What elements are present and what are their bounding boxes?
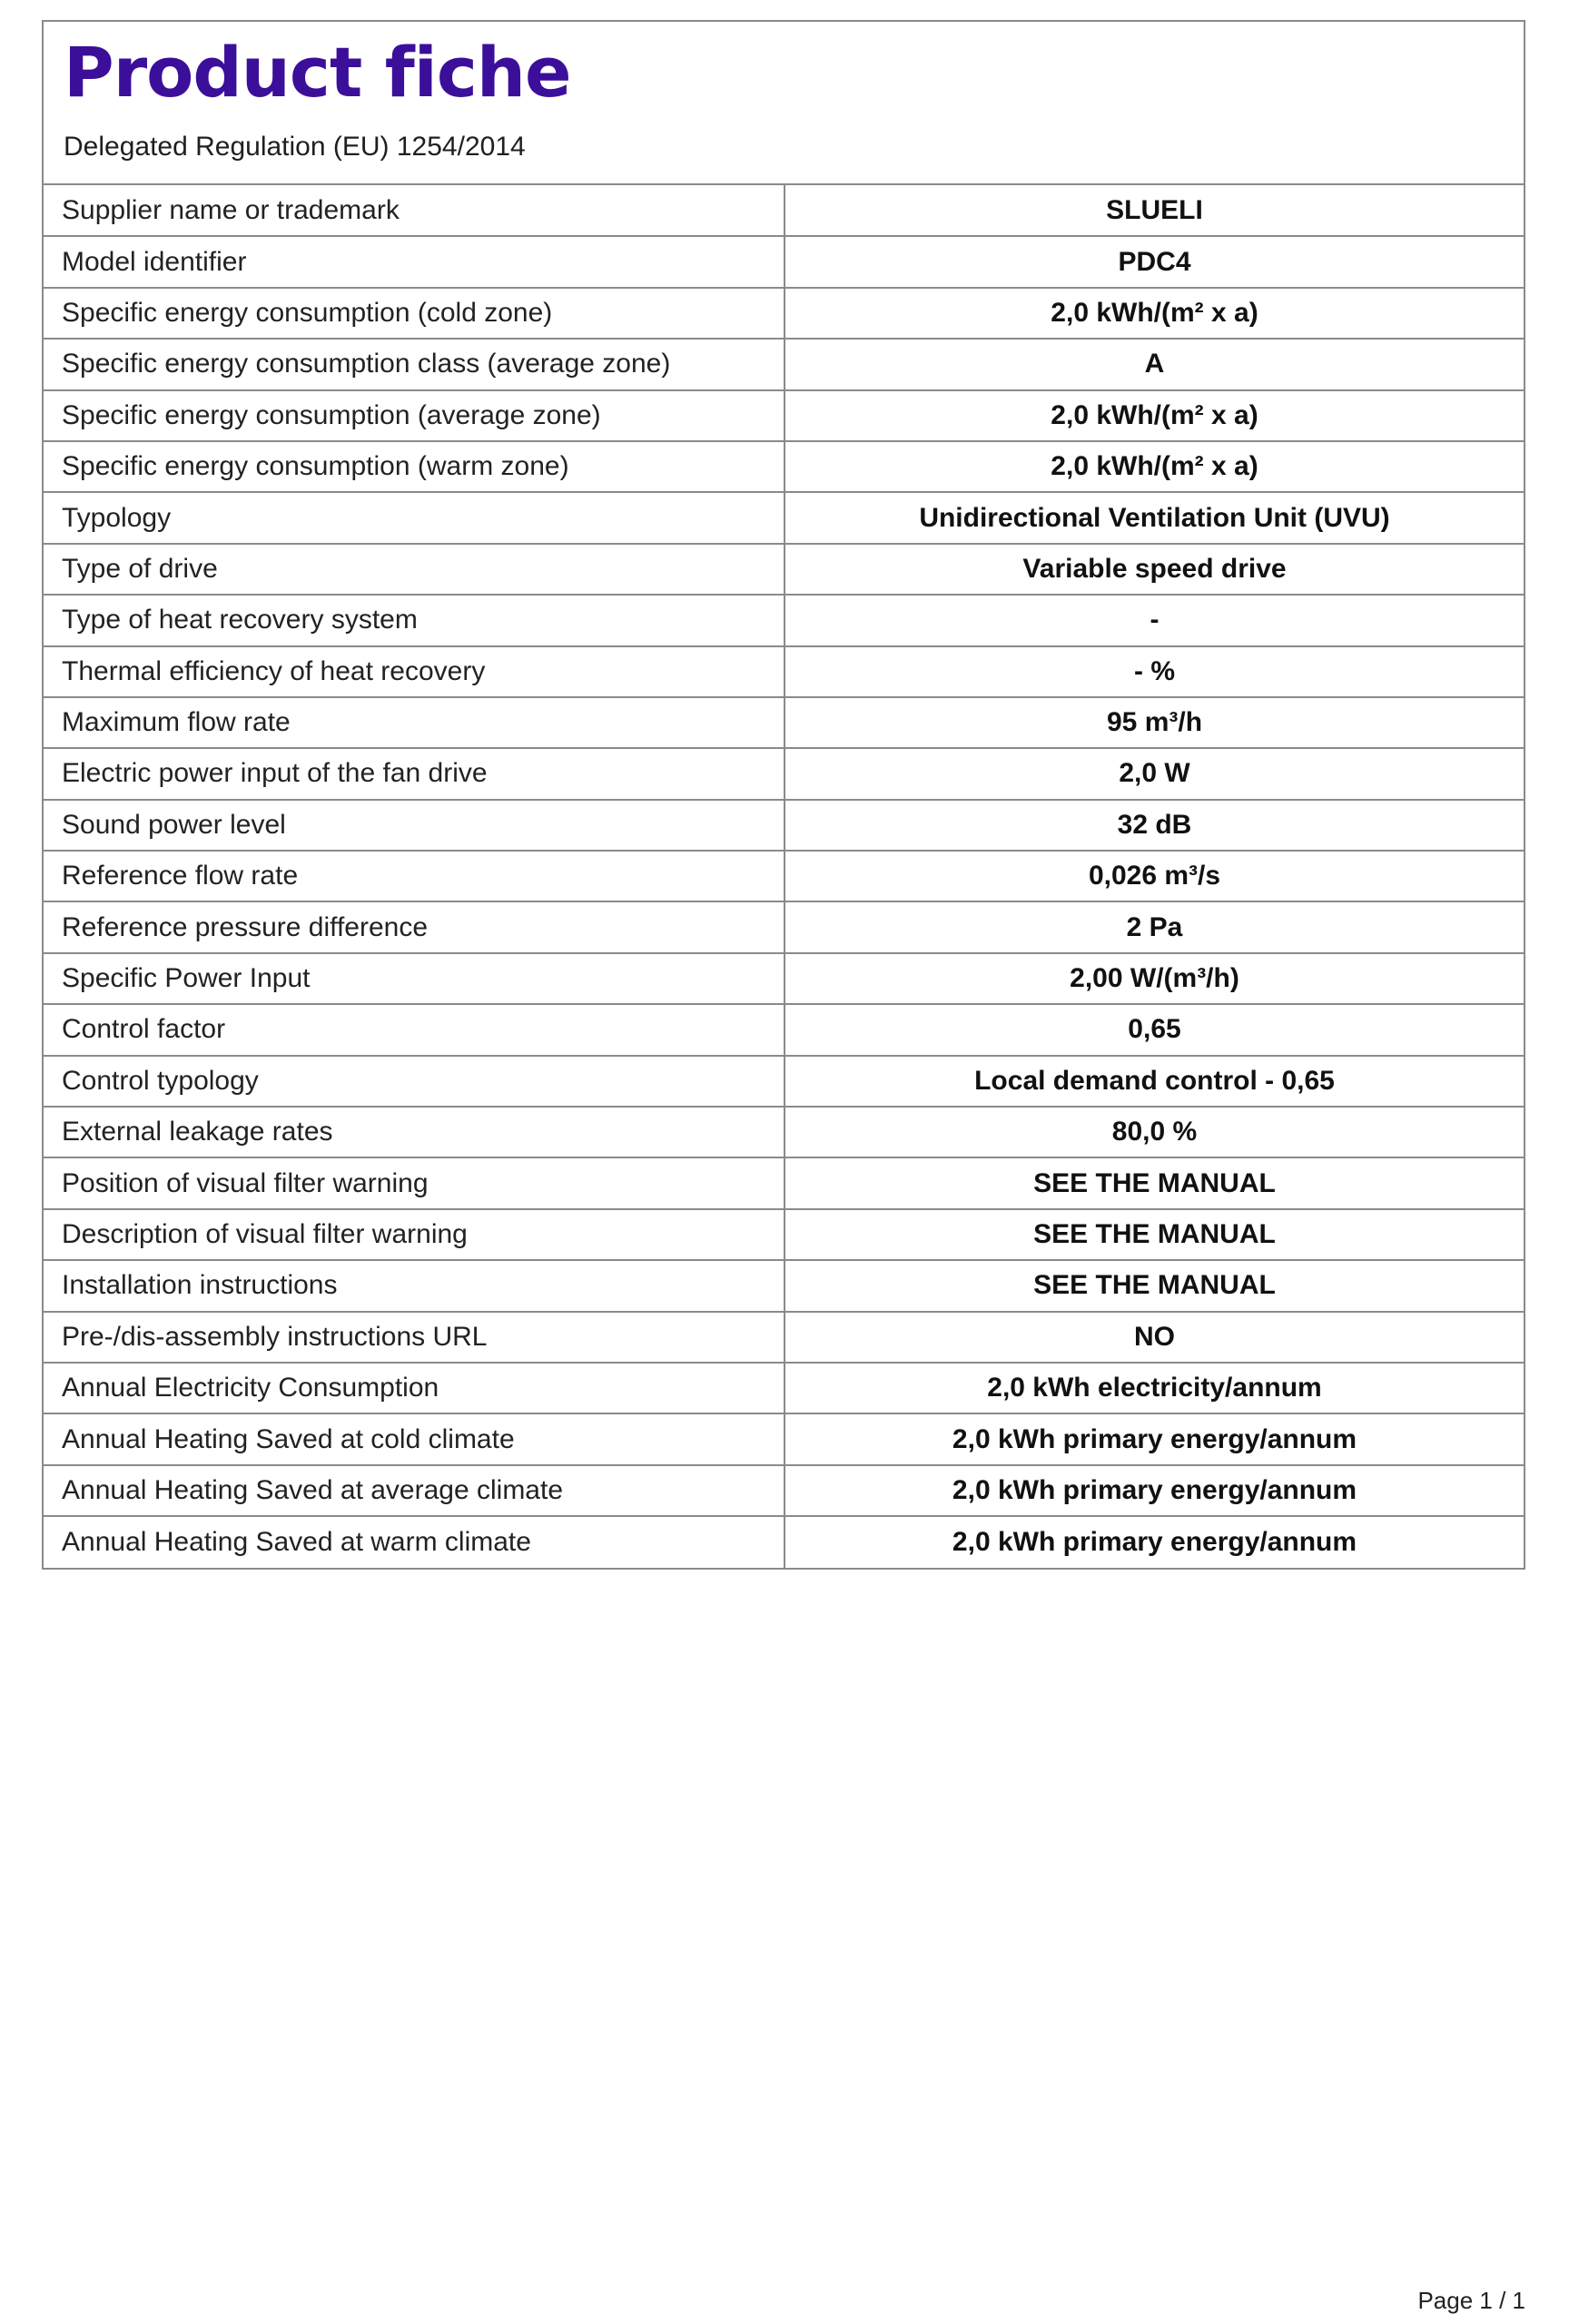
regulation-subtitle: Delegated Regulation (EU) 1254/2014	[64, 132, 526, 162]
row-value: 2,0 kWh primary energy/annum	[784, 1516, 1524, 1567]
row-value: SEE THE MANUAL	[784, 1209, 1524, 1260]
row-value: Unidirectional Ventilation Unit (UVU)	[784, 492, 1524, 543]
table-row	[44, 1363, 1524, 1413]
row-value: Variable speed drive	[784, 544, 1524, 595]
row-value: SEE THE MANUAL	[784, 1157, 1524, 1208]
row-value: -	[784, 595, 1524, 645]
row-value: 80,0 %	[784, 1107, 1524, 1157]
row-value: 32 dB	[784, 800, 1524, 851]
row-label: Electric power input of the fan drive	[44, 748, 784, 799]
table-row	[44, 697, 1524, 748]
row-label: Pre-/dis-assembly instructions URL	[44, 1312, 784, 1363]
row-value: 2,0 kWh/(m² x a)	[784, 390, 1524, 441]
table-row	[44, 1516, 1524, 1567]
row-label: Maximum flow rate	[44, 697, 784, 748]
row-label: Model identifier	[44, 236, 784, 287]
row-label: Control typology	[44, 1056, 784, 1107]
row-label: Type of heat recovery system	[44, 595, 784, 645]
row-label: Specific energy consumption class (average zone)	[44, 339, 784, 389]
row-label: Specific Power Input	[44, 953, 784, 1004]
product-fiche	[42, 20, 1525, 1570]
row-label: Position of visual filter warning	[44, 1157, 784, 1208]
table-row	[44, 1107, 1524, 1157]
table-row	[44, 339, 1524, 389]
row-value: 95 m³/h	[784, 697, 1524, 748]
table-row	[44, 646, 1524, 697]
row-value: A	[784, 339, 1524, 389]
table-row	[44, 288, 1524, 339]
fiche-header	[44, 22, 1524, 185]
table-row	[44, 185, 1524, 236]
row-label: Thermal efficiency of heat recovery	[44, 646, 784, 697]
row-value: 2 Pa	[784, 901, 1524, 952]
table-row	[44, 953, 1524, 1004]
row-label: Installation instructions	[44, 1260, 784, 1311]
row-label: Specific energy consumption (cold zone)	[44, 288, 784, 339]
row-label: Annual Heating Saved at cold climate	[44, 1413, 784, 1464]
row-label: Supplier name or trademark	[44, 185, 784, 236]
table-row	[44, 1413, 1524, 1464]
table-row	[44, 1260, 1524, 1311]
row-label: Annual Electricity Consumption	[44, 1363, 784, 1413]
table-row	[44, 901, 1524, 952]
row-value: 2,0 kWh/(m² x a)	[784, 441, 1524, 492]
specification-table-body	[44, 185, 1524, 1568]
row-value: PDC4	[784, 236, 1524, 287]
table-row	[44, 1004, 1524, 1055]
row-value: NO	[784, 1312, 1524, 1363]
table-row	[44, 441, 1524, 492]
row-label: Annual Heating Saved at warm climate	[44, 1516, 784, 1567]
row-label: Typology	[44, 492, 784, 543]
row-label: Sound power level	[44, 800, 784, 851]
row-value: 2,0 kWh primary energy/annum	[784, 1465, 1524, 1516]
row-value: - %	[784, 646, 1524, 697]
page-number: Page 1 / 1	[1417, 2287, 1525, 2314]
row-value: 0,65	[784, 1004, 1524, 1055]
row-label: Annual Heating Saved at average climate	[44, 1465, 784, 1516]
specification-table	[44, 185, 1524, 1568]
table-row	[44, 1312, 1524, 1363]
table-row	[44, 1157, 1524, 1208]
table-row	[44, 1465, 1524, 1516]
row-value: SEE THE MANUAL	[784, 1260, 1524, 1311]
table-row	[44, 1209, 1524, 1260]
row-value: 2,0 kWh electricity/annum	[784, 1363, 1524, 1413]
page-title: Product fiche	[64, 32, 571, 113]
row-label: Reference pressure difference	[44, 901, 784, 952]
table-row	[44, 851, 1524, 901]
row-label: Reference flow rate	[44, 851, 784, 901]
row-value: 2,0 kWh primary energy/annum	[784, 1413, 1524, 1464]
row-value: 2,0 W	[784, 748, 1524, 799]
row-value: Local demand control - 0,65	[784, 1056, 1524, 1107]
row-value: 0,026 m³/s	[784, 851, 1524, 901]
table-row	[44, 236, 1524, 287]
table-row	[44, 1056, 1524, 1107]
row-label: Type of drive	[44, 544, 784, 595]
table-row	[44, 595, 1524, 645]
row-label: External leakage rates	[44, 1107, 784, 1157]
table-row	[44, 544, 1524, 595]
table-row	[44, 800, 1524, 851]
table-row	[44, 748, 1524, 799]
row-value: 2,0 kWh/(m² x a)	[784, 288, 1524, 339]
table-row	[44, 390, 1524, 441]
row-label: Description of visual filter warning	[44, 1209, 784, 1260]
row-label: Specific energy consumption (warm zone)	[44, 441, 784, 492]
row-label: Specific energy consumption (average zone)	[44, 390, 784, 441]
table-row	[44, 492, 1524, 543]
row-value: 2,00 W/(m³/h)	[784, 953, 1524, 1004]
row-value: SLUELI	[1106, 194, 1203, 225]
row-label: Control factor	[44, 1004, 784, 1055]
